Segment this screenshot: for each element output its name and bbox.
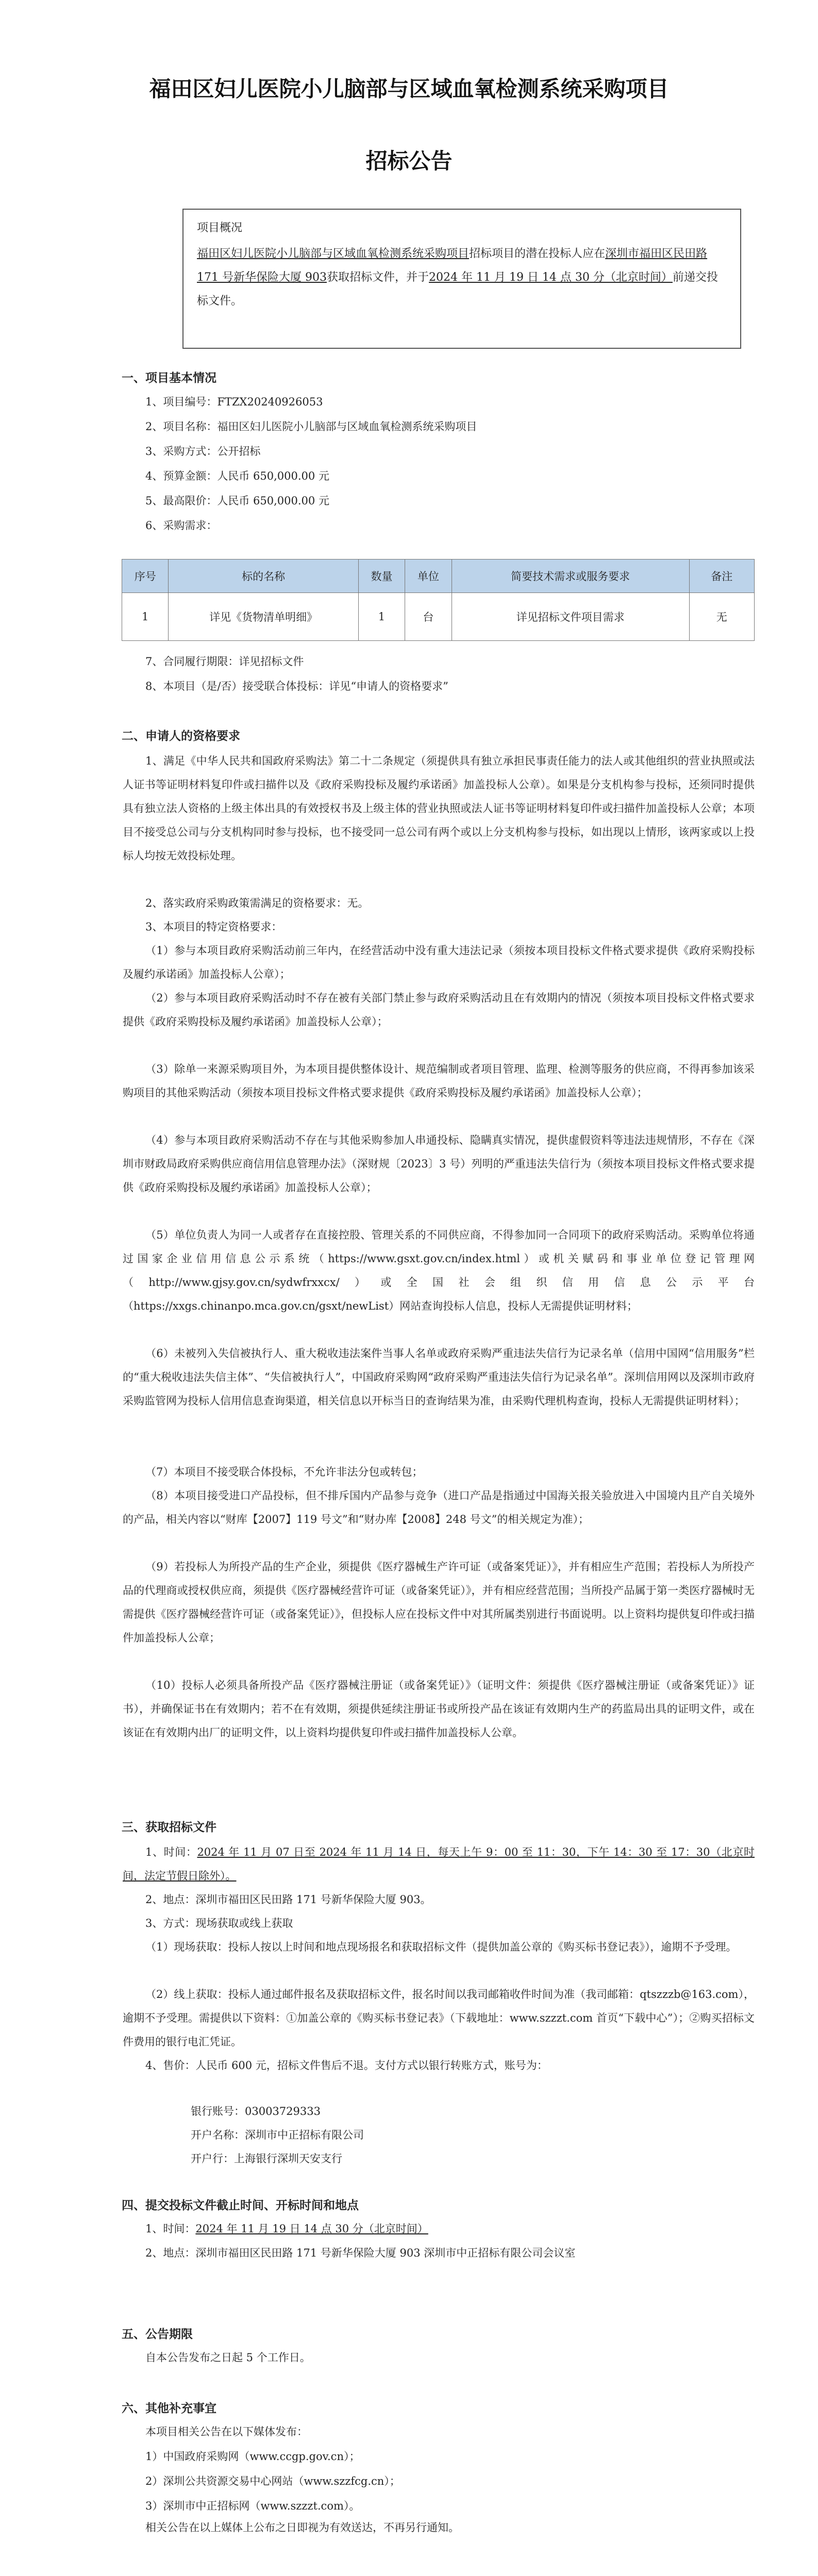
qual-paragraph-4: （1）参与本项目政府采购活动前三年内，在经营活动中没有重大违法记录（须按本项目投标文件格式要求提供《政府采购投标及履约承诺函》加盖投标人公章）； (123, 944, 755, 980)
qual-paragraph-11: （8）本项目接受进口产品投标，但不排斥国内产品参与竞争（进口产品是指通过中国海关报关验放进入中国境内且产自关境外的产品，相关内容以“财库【2007】119 号文”和“财办库【2008】248 号文”的相关规定为准）； (123, 1489, 755, 1526)
table-cell: 详见招标文件项目需求 (452, 593, 689, 641)
overview-project-name: 福田区妇儿医院小儿脑部与区域血氧检测系统采购项目 (197, 247, 470, 260)
table-header: 备注 (689, 560, 754, 593)
qual-paragraph-5: （2）参与本项目政府采购活动时不存在被有关部门禁止参与政府采购活动且在有效期内的情况（须按本项目投标文件格式要求提供《政府采购投标及履约承诺函》加盖投标人公章）； (123, 992, 755, 1028)
submit-time: 1、时间：2024 年 11 月 19 日 14 点 30 分（北京时间） (145, 2223, 428, 2235)
qual-paragraph-3: 3、本项目的特定资格要求： (145, 921, 282, 933)
qual-paragraph-6: （3）除单一来源采购项目外，为本项目提供整体设计、规范编制或者项目管理、监理、检测等服务的供应商，不得再参加该采购项目的其他采购活动（须按本项目投标文件格式要求提供《政府采购投标及履约承诺函》加盖投标人公章）； (123, 1063, 755, 1099)
basic-line-7: 7、合同履行期限：详见招标文件 (145, 655, 304, 668)
qual-paragraph-10: （7）本项目不接受联合体投标，不允许非法分包或转包； (145, 1466, 423, 1478)
basic-line-6: 6、采购需求： (145, 519, 218, 532)
qual-paragraph-9: （6）未被列入失信被执行人、重大税收违法案件当事人名单或政府采购严重违法失信行为记录名单（信用中国网“信用服务”栏的“重大税收违法失信主体”、“失信被执行人”，中国政府采购网“政府采购严重违法失信行为记录名单”。深圳信用网以及深圳市政府采购监管网为投标人信用信息查询渠道，相关信息以开标当日的查询结果为准，由采购代理机构查询，投标人无需提供证明材料）； (123, 1347, 755, 1407)
obtain-method: 3、方式：现场获取或线上获取 (145, 1917, 293, 1929)
page-subtitle: 招标公告 (365, 148, 453, 174)
submit-place: 2、地点：深圳市福田区民田路 171 号新华保险大厦 903 深圳市中正招标有限公司会议室 (145, 2247, 576, 2259)
table-header: 标的名称 (169, 560, 358, 593)
basic-line-3: 3、采购方式：公开招标 (145, 445, 261, 457)
qual-paragraph-12: （9）若投标人为所投产品的生产企业，须提供《医疗器械生产许可证（或备案凭证）》，并有相应生产范围；若投标人为所投产品的代理商或授权供应商，须提供《医疗器械经营许可证（或备案凭证）》，并有相应经营范围；当所投产品属于第一类医疗器械时无需提供《医疗器械经营许可证（或备案凭证）》，但投标人应在投标文件中对其所属类别进行书面说明。以上资料均提供复印件或扫描件加盖投标人公章； (123, 1561, 755, 1644)
table-row (122, 593, 755, 641)
basic-line-2: 2、项目名称：福田区妇儿医院小儿脑部与区域血氧检测系统采购项目 (145, 420, 477, 433)
table-header: 简要技术需求或服务要求 (452, 560, 689, 593)
other-line-5: 相关公告在以上媒体上公布之日即视为有效送达，不再另行通知。 (145, 2521, 459, 2534)
overview-heading: 项目概况 (197, 222, 243, 234)
overview-address: 深圳市福田区民田路 171 号新华保险大厦 903 (197, 247, 708, 284)
section-heading-3: 三、获取招标文件 (122, 1821, 216, 1834)
basic-line-1: 1、项目编号：FTZX20240926053 (145, 396, 323, 408)
basic-line-8: 8、本项目（是/否）接受联合体投标：详见“申请人的资格要求” (145, 680, 448, 692)
table-header-row (122, 560, 755, 593)
obtain-place: 2、地点：深圳市福田区民田路 171 号新华保险大厦 903。 (145, 1893, 431, 1906)
obtain-onsite: （1）现场获取：投标人按以上时间和地点现场报名和获取招标文件（提供加盖公章的《购买标书登记表》），逾期不予受理。 (145, 1941, 737, 1953)
qual-paragraph-1: 1、满足《中华人民共和国政府采购法》第二十二条规定（须提供具有独立承担民事责任能力的法人或其他组织的营业执照或法人证书等证明材料复印件或扫描件以及《政府采购投标及履约承诺函》加盖投标人公章）。如果是分支机构参与投标，还须同时提供具有独立法人资格的上级主体出具的有效授权书及上级主体的营业执照或法人证书等证明材料复印件或扫描件加盖投标人公章；本项目不接受总公司与分支机构同时参与投标，也不接受同一总公司有两个或以上分支机构参与投标，如出现以上情形，该两家或以上投标人均按无效投标处理。 (123, 755, 755, 862)
section-heading-5: 五、公告期限 (122, 2328, 193, 2341)
obtain-time: 1、时间：2024 年 11 月 07 日至 2024 年 11 月 14 日，每天上午 9：00 至 11：30，下午 14：30 至 17：30（北京时间，法定节假日除外）。 (123, 1846, 755, 1882)
obtain-time-value: 2024 年 11 月 07 日至 2024 年 11 月 14 日，每天上午 9：00 至 11：30，下午 14：30 至 17：30（北京时间，法定节假日除外）。 (123, 1846, 755, 1882)
qual-paragraph-7: （4）参与本项目政府采购活动不存在与其他采购参加人串通投标、隐瞒真实情况，提供虚假资料等违法违规情形，不存在《深圳市财政局政府采购供应商信用信息管理办法》（深财规〔2023〕3 号）列明的严重违法失信行为（须按本项目投标文件格式要求提供《政府采购投标及履约承诺函》加盖投标人公章）； (123, 1134, 755, 1194)
overview-text: 福田区妇儿医院小儿脑部与区域血氧检测系统采购项目招标项目的潜在投标人应在深圳市福田区民田路 171 号新华保险大厦 903获取招标文件，并于2024 年 11 月 19 日 14 点 30 分（北京时间）前递交投标文件。 (197, 247, 718, 308)
section-heading-2: 二、申请人的资格要求 (122, 730, 240, 743)
qual-paragraph-13: （10）投标人必须具备所投产品《医疗器械注册证（或备案凭证）》（证明文件：须提供《医疗器械注册证（或备案凭证）》证书），并确保证书在有效期内；若不在有效期，须提供延续注册证书或所投产品在该证有效期内生产的药监局出具的证明文件，或在该证在有效期内出厂的证明文件，以上资料均提供复印件或扫描件加盖投标人公章。 (123, 1679, 755, 1739)
bank-branch: 开户行：上海银行深圳天安支行 (191, 2153, 342, 2165)
table-cell: 详见《货物清单明细》 (169, 593, 358, 641)
table-header: 单位 (405, 560, 452, 593)
page-title: 福田区妇儿医院小儿脑部与区域血氧检测系统采购项目 (149, 76, 669, 101)
qual-paragraph-2: 2、落实政府采购政策需满足的资格要求：无。 (145, 897, 369, 909)
basic-line-5: 5、最高限价：人民币 650,000.00 元 (145, 495, 329, 507)
bank-account-number: 银行账号：03003729333 (191, 2105, 321, 2117)
other-line-2: 1）中国政府采购网（www.ccgp.gov.cn）； (145, 2450, 360, 2463)
other-line-3: 2）深圳公共资源交易中心网站（www.szzfcg.cn）； (145, 2475, 400, 2487)
period-text: 自本公告发布之日起 5 个工作日。 (145, 2351, 311, 2364)
other-line-1: 本项目相关公告在以下媒体发布： (145, 2426, 308, 2438)
section-heading-4: 四、提交投标文件截止时间、开标时间和地点 (122, 2199, 359, 2212)
section-heading-6: 六、其他补充事宜 (122, 2402, 216, 2415)
table-cell: 1 (122, 593, 169, 641)
overview-box (182, 209, 741, 349)
table-cell: 1 (358, 593, 405, 641)
requirements-table (122, 559, 755, 641)
table-header: 数量 (358, 560, 405, 593)
overview-deadline: 2024 年 11 月 19 日 14 点 30 分（北京时间） (429, 271, 673, 284)
table-cell: 无 (689, 593, 754, 641)
obtain-price: 4、售价：人民币 600 元，招标文件售后不退。支付方式以银行转账方式，账号为： (145, 2059, 548, 2072)
table-header: 序号 (122, 560, 169, 593)
other-line-4: 3）深圳市中正招标网（www.szzzt.com）。 (145, 2500, 360, 2512)
obtain-online: （2）线上获取：投标人通过邮件报名及获取招标文件，报名时间以我司邮箱收件时间为准（我司邮箱：qtszzzb@163.com），逾期不予受理。需提供以下资料：①加盖公章的《购买标书登记表》（下载地址：www.szzzt.com 首页“下载中心”）；②购买招标文件费用的银行电汇凭证。 (123, 1988, 755, 2048)
qual-paragraph-8: （5）单位负责人为同一人或者存在直接控股、管理关系的不同供应商，不得参加同一合同项下的政府采购活动。采购单位将通过国家企业信用信息公示系统（https://www.gsxt.gov.cn/index.html）或机关赋码和事业单位登记管理网（http://www.gjsy.gov.cn/sydwfrxxcx/）或全国社会组织信用信息公示平台（https://xxgs.chinanpo.mca.gov.cn/gsxt/newList）网站查询投标人信息，投标人无需提供证明材料； (123, 1229, 755, 1312)
section-heading-1: 一、项目基本情况 (122, 371, 216, 385)
table-cell: 台 (405, 593, 452, 641)
submit-time-value: 2024 年 11 月 19 日 14 点 30 分（北京时间） (195, 2223, 428, 2235)
basic-line-4: 4、预算金额：人民币 650,000.00 元 (145, 470, 329, 482)
bank-account-name: 开户名称：深圳市中正招标有限公司 (191, 2129, 364, 2141)
